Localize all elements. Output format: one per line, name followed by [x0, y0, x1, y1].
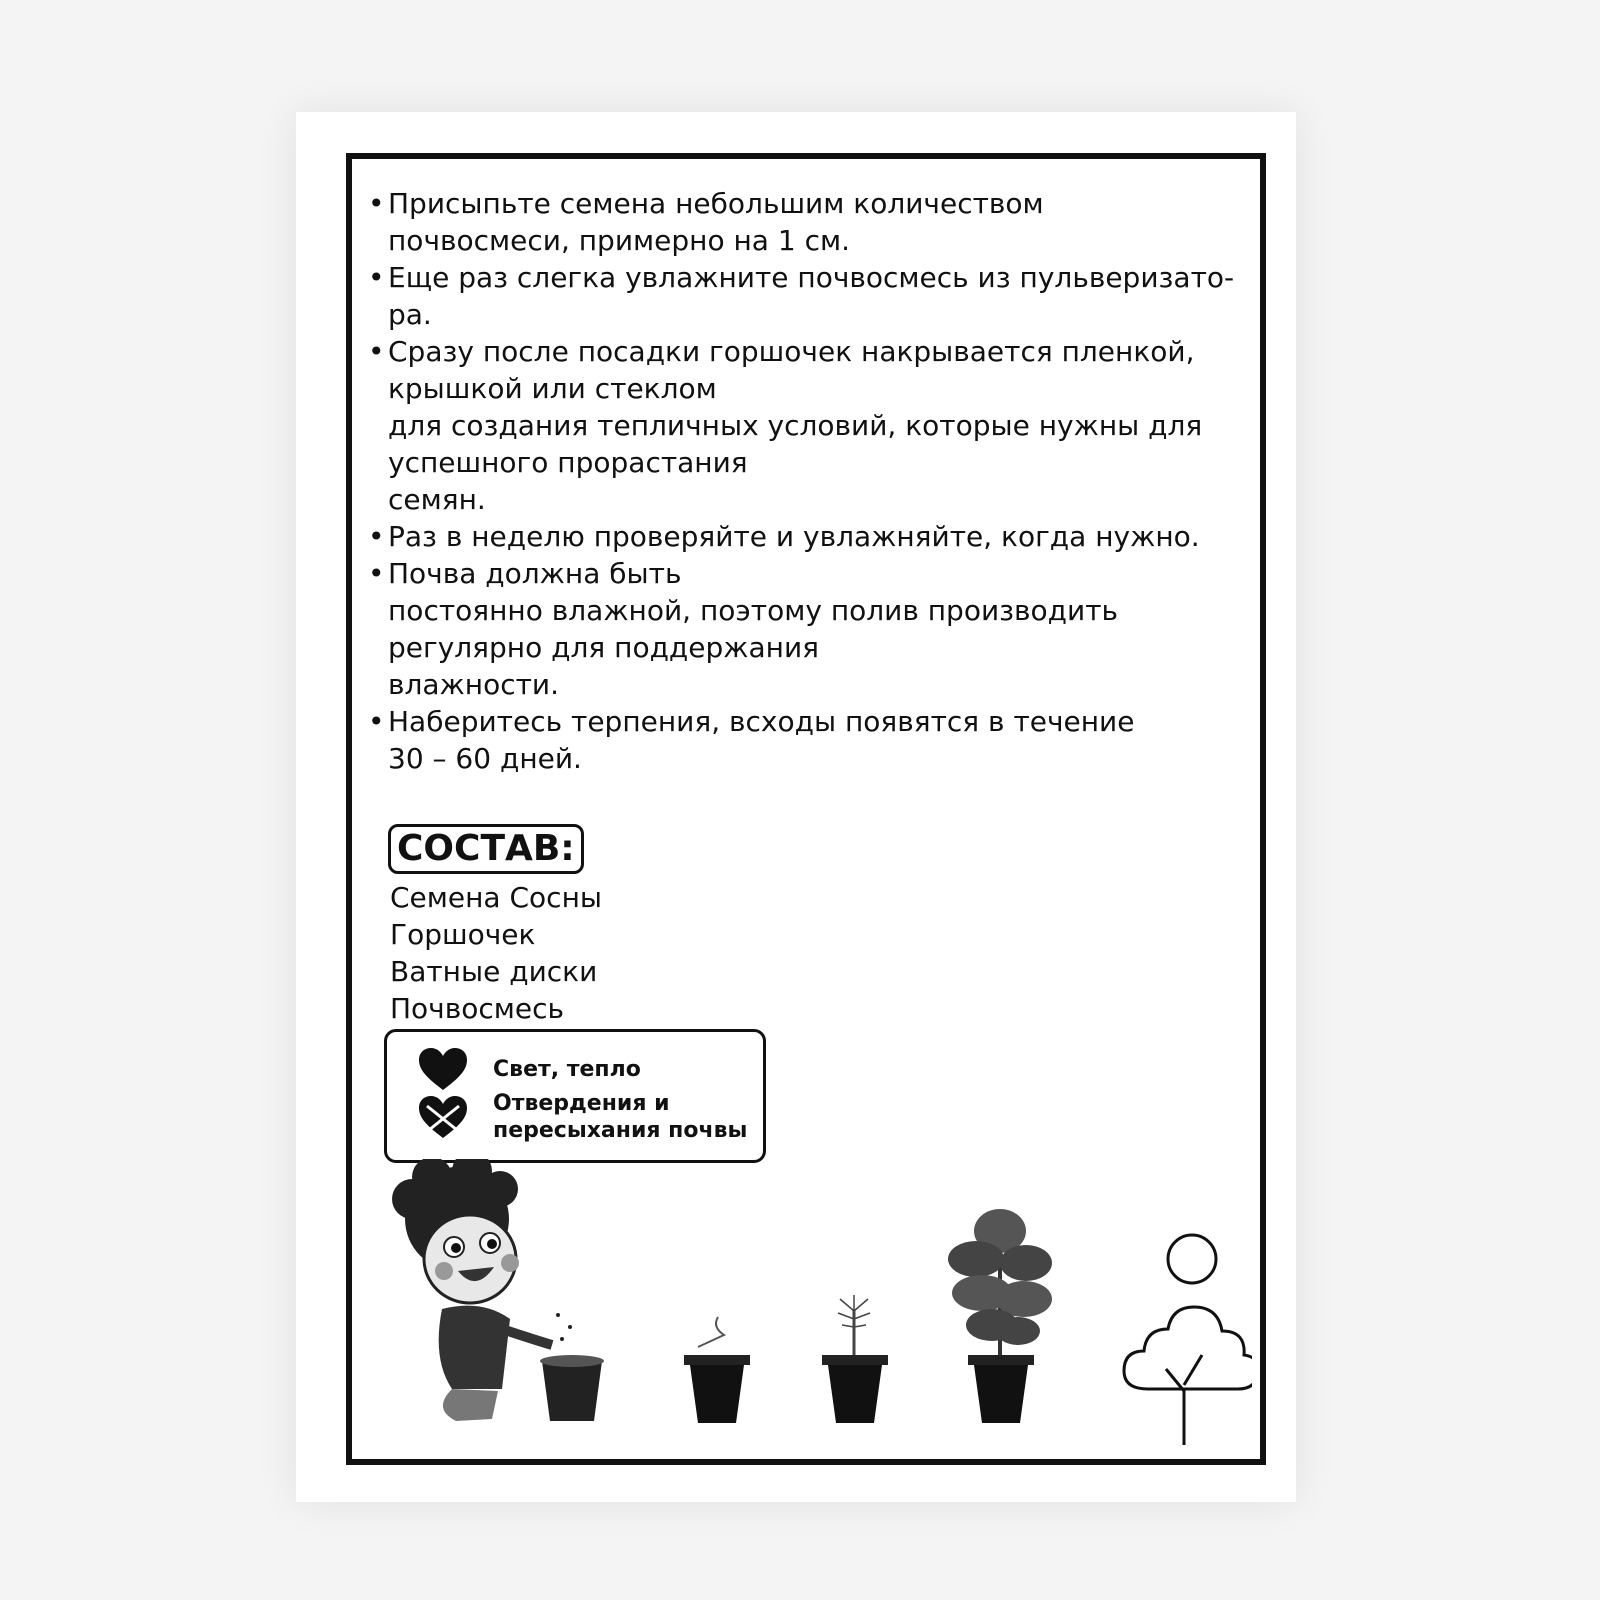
- care-dislikes-row: [417, 1090, 747, 1144]
- growth-illustration: [372, 1159, 1252, 1459]
- crossed-heart-icon: [417, 1094, 469, 1140]
- instruction-list: [368, 185, 1248, 777]
- composition-item: Почвосмесь: [390, 992, 565, 1025]
- instruction-item: • Сразу после посадки горшочек накрывается пленкой, крышкой или стеклом для создания тепличных условий, которые нужны для успешного прорастания семян.: [368, 333, 1248, 518]
- composition-item: Семена Сосны: [390, 881, 602, 914]
- instruction-item: • Наберитесь терпения, всходы появятся в течение 30 – 60 дней.: [368, 703, 1248, 777]
- care-box: [384, 1029, 766, 1163]
- care-likes-text: Свет, тепло: [493, 1056, 641, 1082]
- composition-title: СОСТАВ:: [388, 824, 584, 874]
- pot-pine-icon: [948, 1209, 1052, 1423]
- pot-sprout-icon: [684, 1317, 750, 1423]
- instruction-item: • Почва должна быть постоянно влажной, поэтому полив производить регулярно для поддержания влажности.: [368, 555, 1248, 703]
- composition-list: [390, 879, 602, 1027]
- tree-outline-icon: [1124, 1307, 1252, 1445]
- pot-seedling-icon: [822, 1295, 888, 1423]
- instruction-item: • Еще раз слегка увлажните почвосмесь из пульверизато- ра.: [368, 259, 1248, 333]
- composition-item: Ватные диски: [390, 955, 598, 988]
- care-likes-row: [417, 1046, 641, 1092]
- heart-icon: [417, 1046, 469, 1092]
- content-frame: [346, 153, 1266, 1465]
- boy-planting-icon: [392, 1159, 604, 1421]
- sun-icon: [1168, 1235, 1216, 1283]
- instruction-item: • Присыпьте семена небольшим количеством почвосмеси, примерно на 1 см.: [368, 185, 1248, 259]
- composition-item: Горшочек: [390, 918, 536, 951]
- instruction-item: • Раз в неделю проверяйте и увлажняйте, когда нужно.: [368, 518, 1248, 555]
- care-dislikes-text: Отвердения и пересыхания почвы: [493, 1091, 748, 1143]
